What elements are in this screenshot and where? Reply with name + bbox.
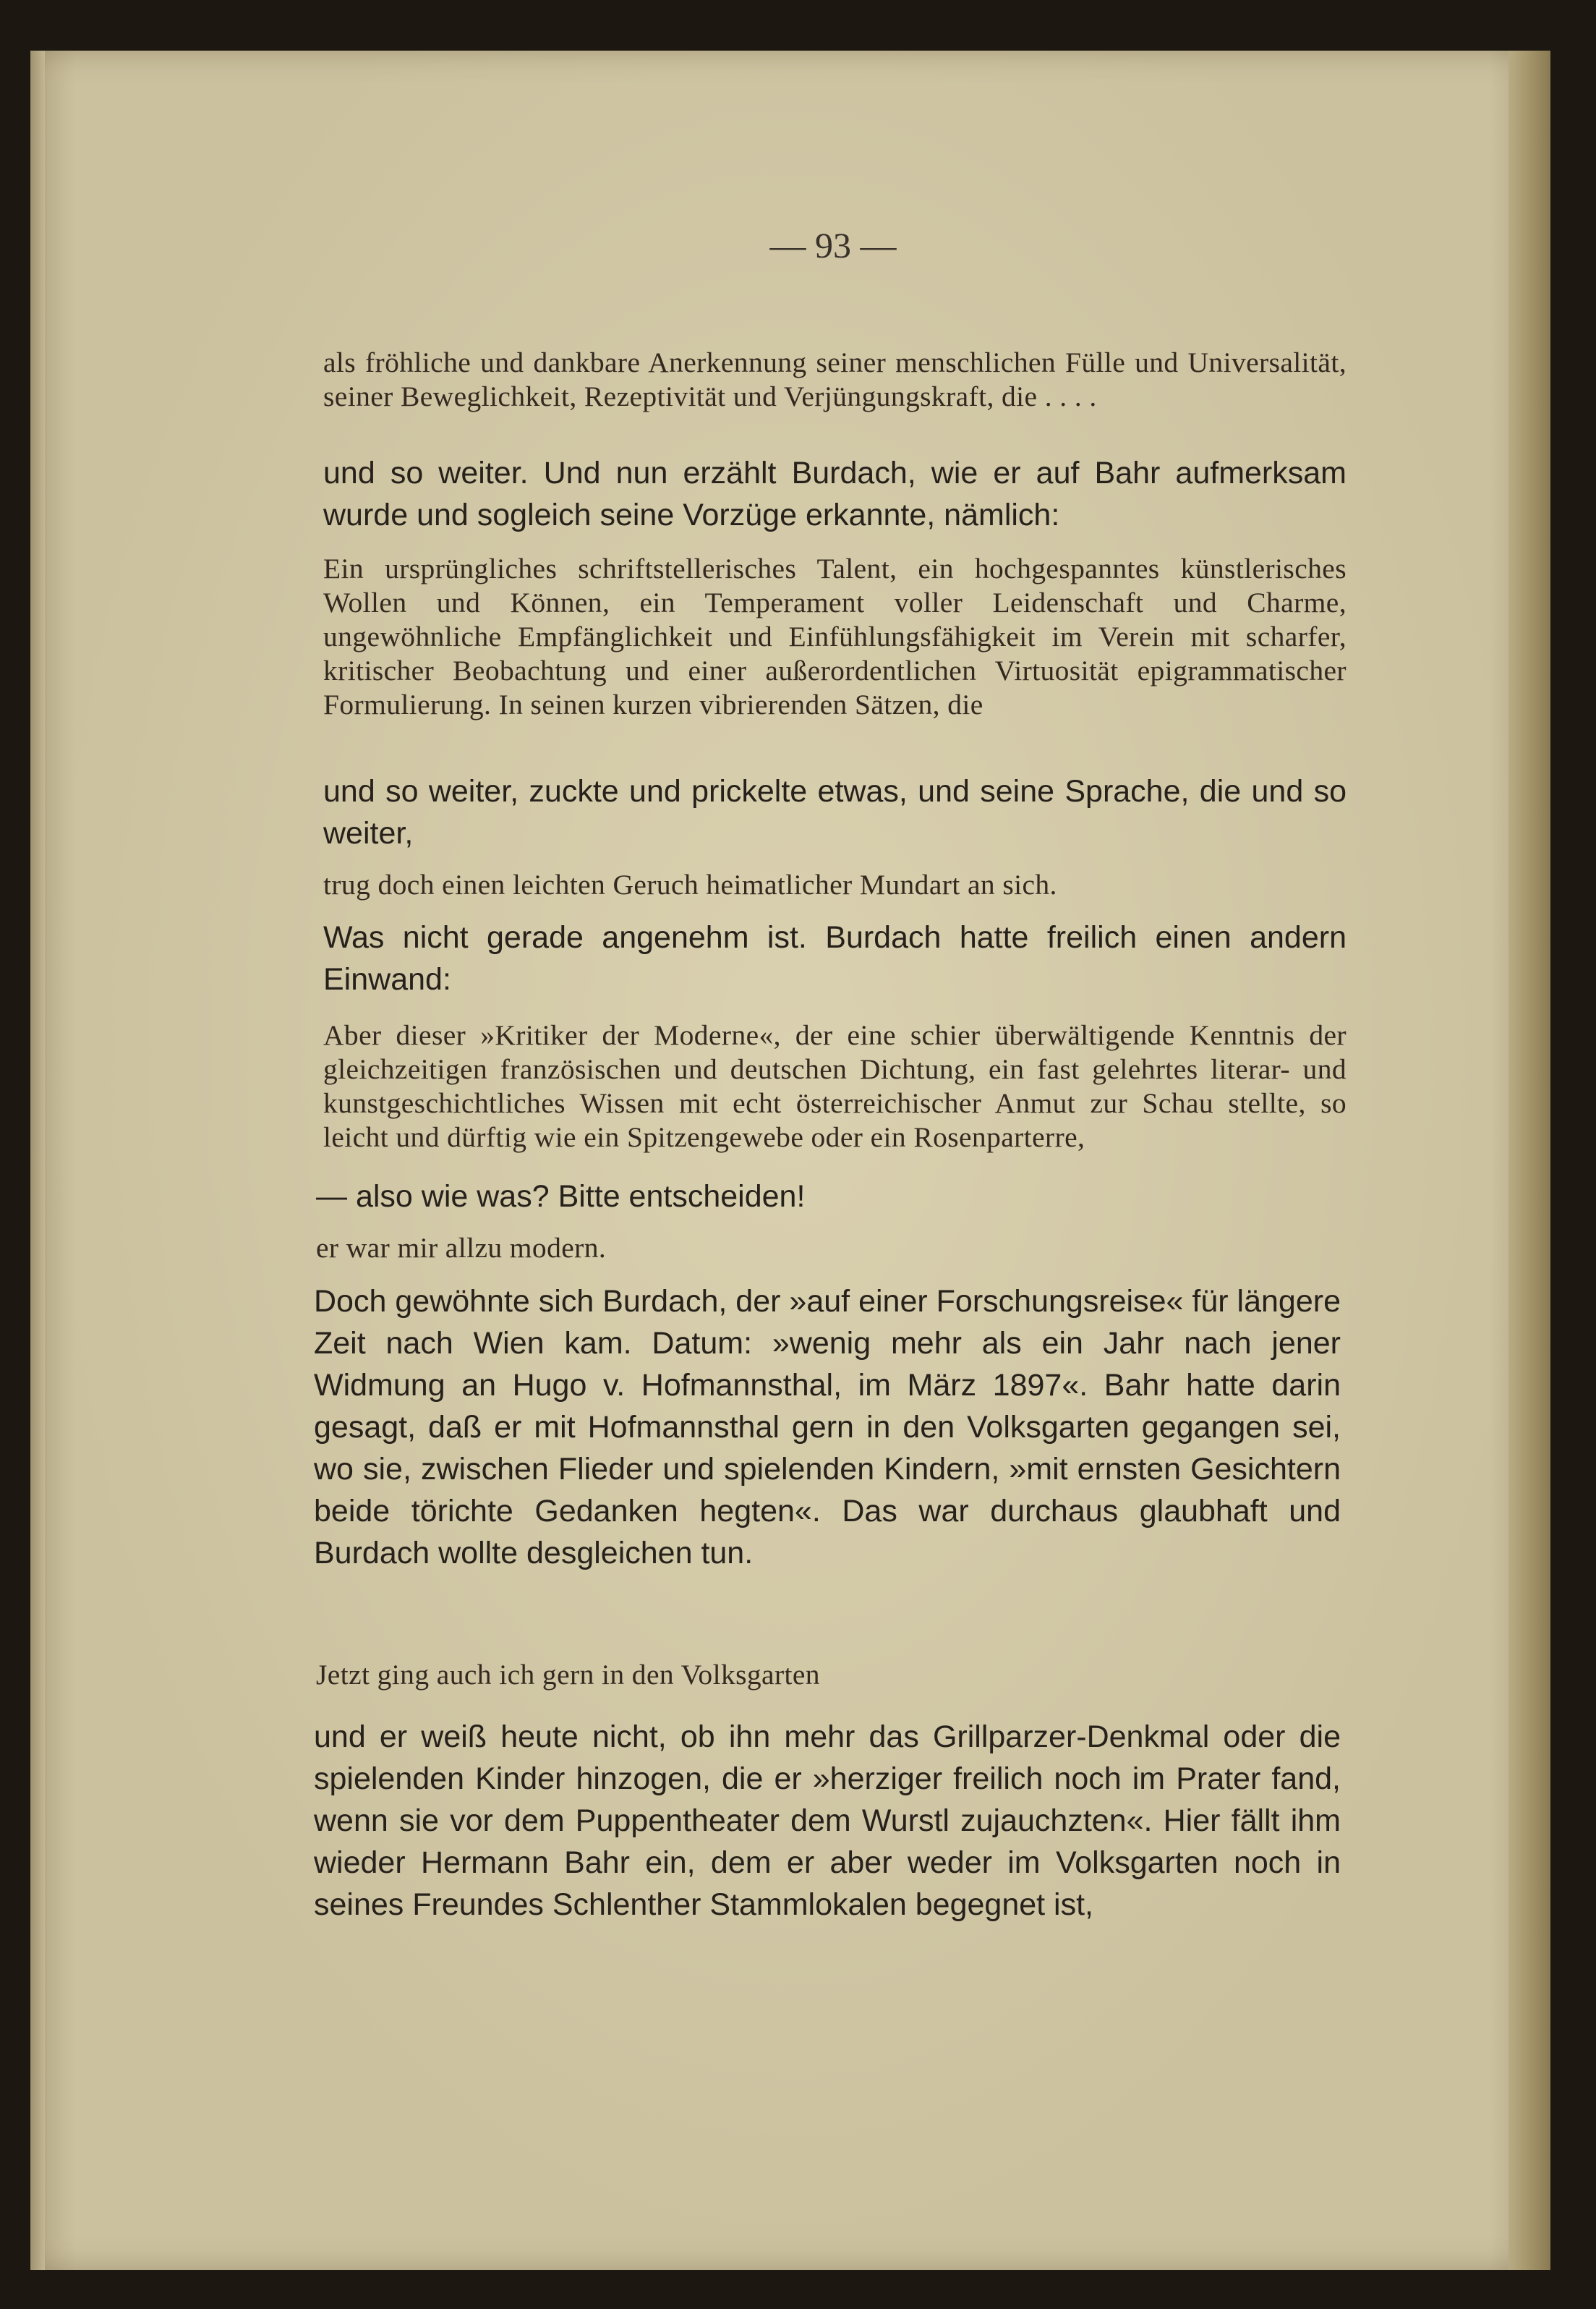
narration-paragraph-5: Doch gewöhnte sich Burdach, der »auf einer Forschungsreise« für längere Zeit nach Wien kam. Datum: »wenig mehr als ein Jahr nach jener Widmung an Hugo v. Hofmannsthal, im März 1897«. Bahr hatte darin gesagt, daß er mit Hofmannsthal gern in den Volksgarten gegangen sei, wo sie, zwischen Flieder und spielenden Kindern, »mit ernsten Gesichtern beide törichte Gedanken hegten«. Das war durchaus glaubhaft und Burdach wollte desgleichen tun. [314, 1284, 1341, 1570]
narration-paragraph-1: und so weiter. Und nun erzählt Burdach, wie er auf Bahr aufmerksam wurde und sogleich seine Vorzüge erkannte, nämlich: [323, 456, 1347, 532]
quote-paragraph-2: Ein ursprüngliches schriftstellerisches Talent, ein hochgespanntes künstlerisches Wollen und Können, ein Temperament voller Leidenschaft und Charme, ungewöhnliche Empfänglichkeit und Einfühlungsfähigkeit im Verein mit scharfer, kritischer Beobachtung und einer außerordentlichen Virtuosität epigrammatischer Formulierung. In seinen kurzen vibrierenden Sätzen, die [323, 553, 1347, 720]
narration-paragraph-4: — also wie was? Bitte entscheiden! [316, 1179, 806, 1214]
narration-paragraph-3: Was nicht gerade angenehm ist. Burdach hatte freilich einen andern Einwand: [323, 920, 1347, 997]
quote-paragraph-4: Aber dieser »Kritiker der Moderne«, der eine schier überwältigende Kenntnis der gleichzeitigen französischen und deutschen Dichtung, ein fast gelehrtes literar- und kunstgeschichtliches Wissen mit echt österreichischer Anmut zur Schau stellte, so leicht und dürftig wie ein Spitzengewebe oder ein Rosenparterre, [323, 1019, 1347, 1153]
narration-paragraph-2: und so weiter, zuckte und prickelte etwas, und seine Sprache, die und so weiter, [323, 774, 1347, 851]
page-number: — 93 — [769, 225, 897, 265]
page-content [30, 51, 1550, 2270]
quote-paragraph-3: trug doch einen leichten Geruch heimatlicher Mundart an sich. [323, 869, 1057, 901]
quote-paragraph-6: Jetzt ging auch ich gern in den Volksgarten [316, 1659, 820, 1691]
narration-paragraph-6: und er weiß heute nicht, ob ihn mehr das Grillparzer-Denkmal oder die spielenden Kinder hinzogen, die er »herziger freilich noch im Prater fand, wenn sie vor dem Puppentheater dem Wurstl zujauchzten«. Hier fällt ihm wieder Hermann Bahr ein, dem er aber weder im Volksgarten noch in seines Freundes Schlenther Stammlokalen begegnet ist, [314, 1719, 1341, 1922]
book-page [30, 51, 1550, 2270]
quote-paragraph-5: er war mir allzu modern. [316, 1232, 607, 1264]
quote-paragraph-1: als fröhliche und dankbare Anerkennung seiner menschlichen Fülle und Universalität, seiner Beweglichkeit, Rezeptivität und Verjüngungskraft, die . . . . [323, 346, 1347, 412]
